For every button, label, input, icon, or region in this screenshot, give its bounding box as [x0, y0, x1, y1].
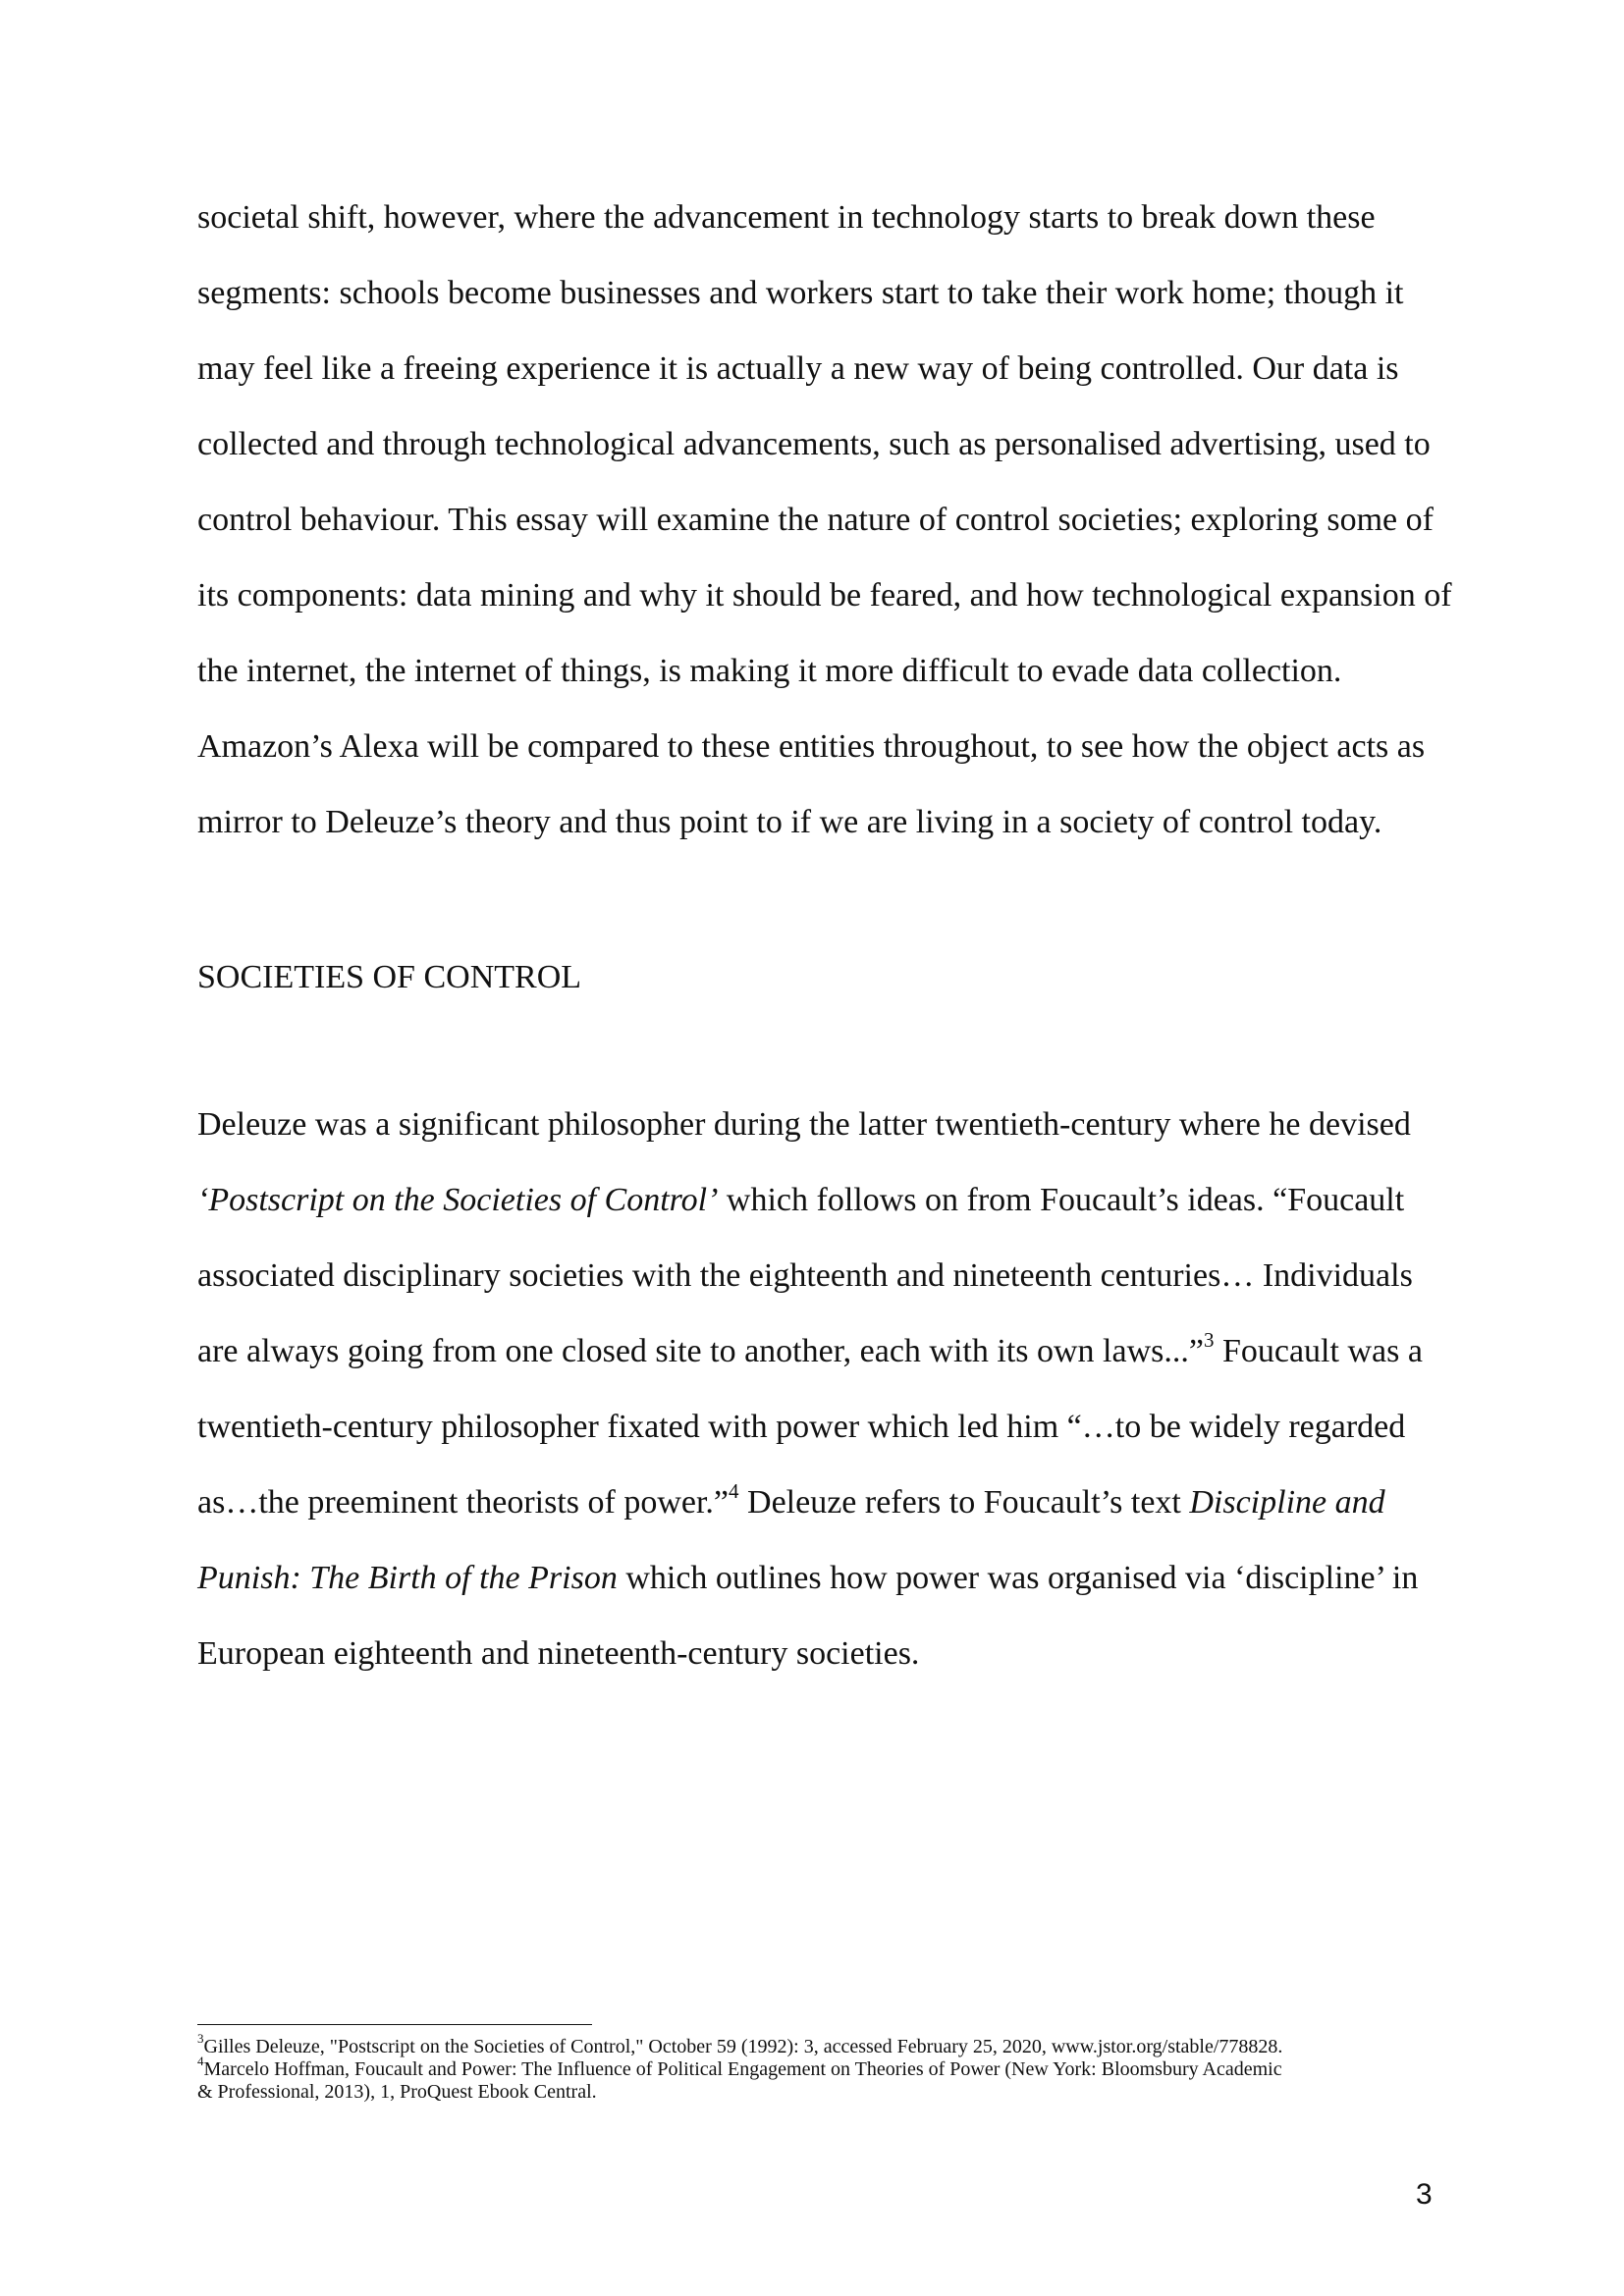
- body-text: which follows on from Foucault’s ideas. “Foucault: [718, 1182, 1405, 1218]
- footnote-text: Gilles Deleuze, "Postscript on the Societies of Control," October 59 (1992): 3, accessed February 25, 2020, www.jstor.org/stable/778828.: [203, 2036, 1283, 2057]
- body-line: Amazon’s Alexa will be compared to these entities throughout, to see how the object acts as: [197, 728, 1426, 765]
- footnote: [197, 2054, 1282, 2081]
- body-text: as…the preeminent theorists of power.”: [197, 1484, 730, 1521]
- work-title-italic: Punish: The Birth of the Prison: [197, 1560, 618, 1596]
- body-text: are always going from one closed site to another, each with its own laws...”: [197, 1333, 1204, 1369]
- body-line: may feel like a freeing experience it is actually a new way of being controlled. Our data is: [197, 350, 1399, 387]
- body-line: [197, 1559, 1418, 1598]
- footnote-separator: [197, 2024, 592, 2025]
- body-text: which outlines how power was organised via ‘discipline’ in: [617, 1560, 1419, 1596]
- body-line: [197, 1478, 1385, 1522]
- body-line: European eighteenth and nineteenth-century societies.: [197, 1635, 920, 1672]
- body-line: [197, 1181, 1404, 1220]
- body-line: twentieth-century philosopher fixated with power which led him “…to be widely regarded: [197, 1409, 1406, 1445]
- body-line: the internet, the internet of things, is making it more difficult to evade data collection.: [197, 653, 1342, 689]
- body-line: collected and through technological advancements, such as personalised advertising, used to: [197, 426, 1431, 462]
- body-text: Foucault was a: [1214, 1333, 1423, 1369]
- page-number: 3: [1416, 2178, 1433, 2211]
- body-line: associated disciplinary societies with the eighteenth and nineteenth centuries… Individuals: [197, 1257, 1413, 1294]
- body-line: segments: schools become businesses and workers start to take their work home; though it: [197, 275, 1404, 311]
- body-line: control behaviour. This essay will examine the nature of control societies; exploring some of: [197, 502, 1434, 538]
- section-heading: SOCIETIES OF CONTROL: [197, 959, 582, 995]
- body-line: [197, 1327, 1423, 1371]
- body-text: Deleuze refers to Foucault’s text: [738, 1484, 1190, 1521]
- body-line: its components: data mining and why it should be feared, and how technological expansion of: [197, 577, 1452, 614]
- footnote: [197, 2031, 1283, 2058]
- work-title-italic: ‘Postscript on the Societies of Control’: [197, 1182, 719, 1218]
- footnote-number: 3: [197, 2031, 204, 2047]
- work-title-italic: Discipline and: [1189, 1484, 1385, 1521]
- footnote-text: Marcelo Hoffman, Foucault and Power: The Influence of Political Engagement on Theories of Power (New York: Bloomsbury Academic: [203, 2058, 1282, 2080]
- footnote-number: 4: [197, 2054, 204, 2069]
- footnote-reference[interactable]: 4: [729, 1478, 739, 1503]
- footnote-continuation: & Professional, 2013), 1, ProQuest Ebook Central.: [197, 2081, 597, 2103]
- footnote-reference[interactable]: 3: [1203, 1327, 1215, 1352]
- body-line: societal shift, however, where the advancement in technology starts to break down these: [197, 199, 1376, 236]
- body-line: Deleuze was a significant philosopher during the latter twentieth-century where he devised: [197, 1106, 1411, 1143]
- body-line: mirror to Deleuze’s theory and thus point to if we are living in a society of control today.: [197, 804, 1382, 840]
